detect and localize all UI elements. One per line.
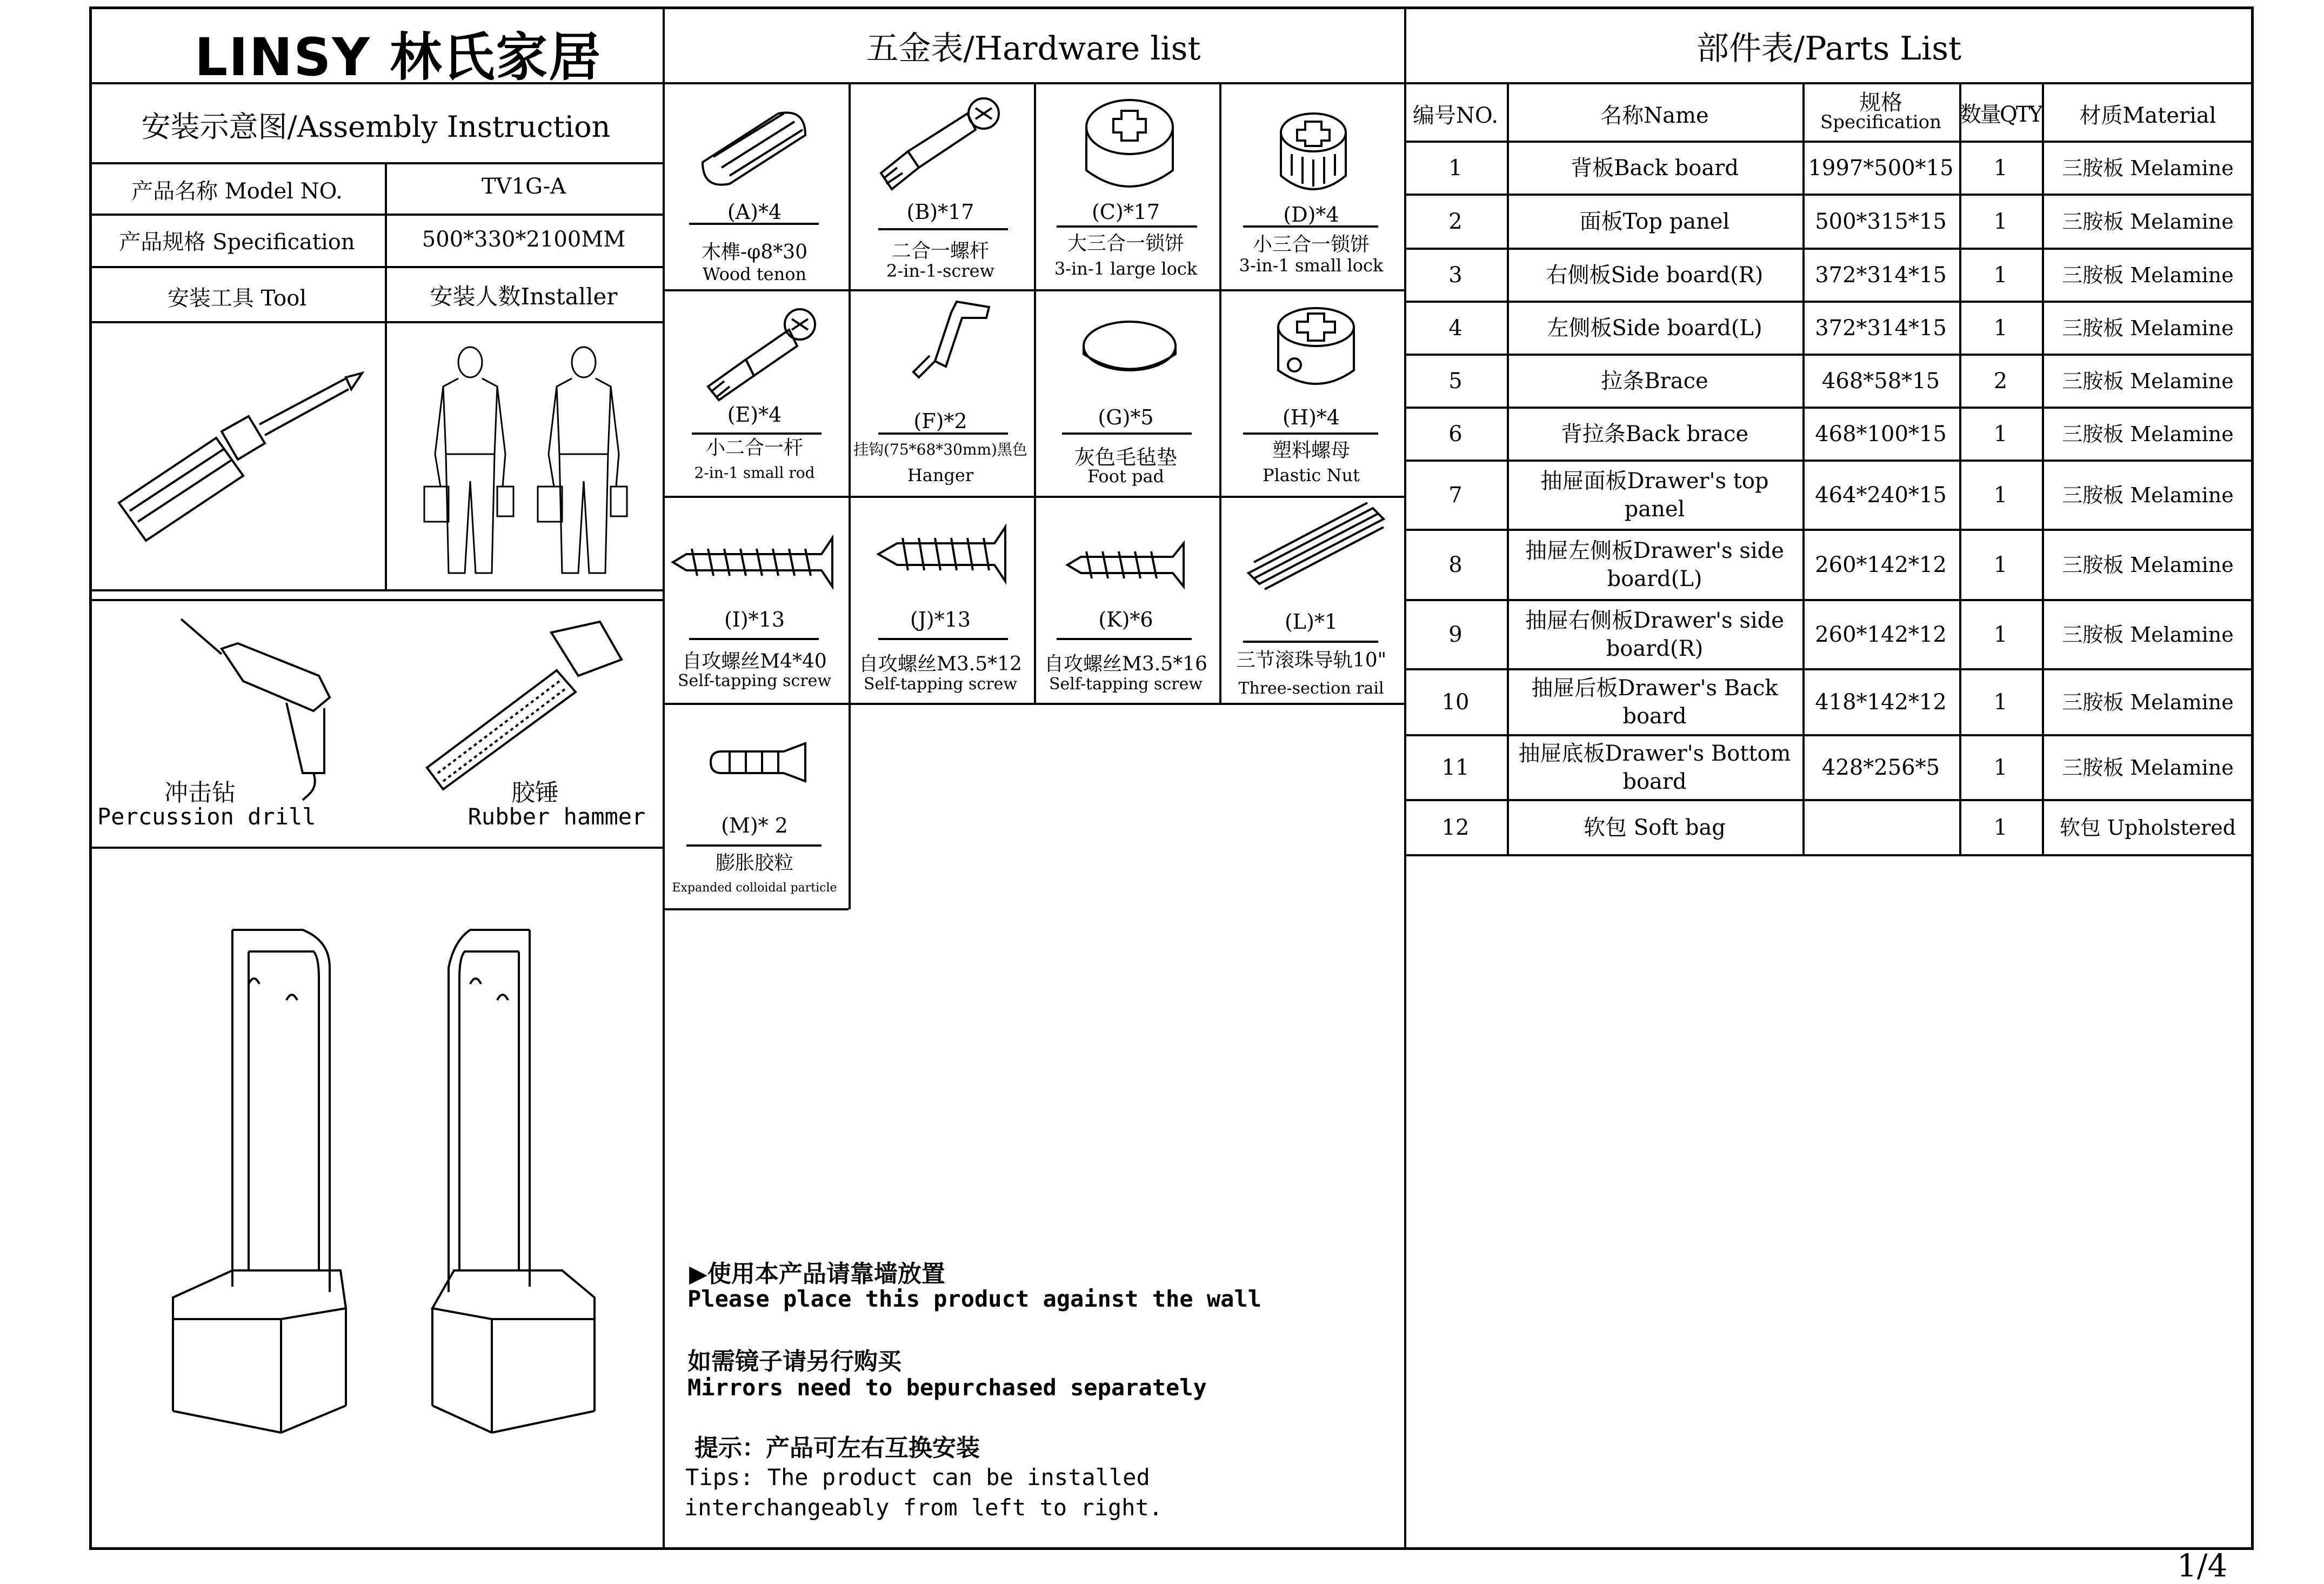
hardware-en-g: Foot pad: [1087, 466, 1165, 487]
hardware-code-m: (M)* 2: [721, 814, 788, 837]
hardware-en-a: Wood tenon: [702, 264, 807, 284]
hardware-cn-k: 自攻螺丝M3.5*16: [1044, 653, 1207, 675]
hardware-en-d: 3-in-1 small lock: [1239, 255, 1384, 276]
hardware-en-e: 2-in-1 small rod: [694, 464, 815, 482]
parts-cell-spec: 372*314*15: [1815, 263, 1947, 288]
parts-cell-name: 抽屉右侧板Drawer's side board(R): [1525, 608, 1784, 661]
hardware-cn-l: 三节滚珠导轨10": [1236, 649, 1387, 671]
hardware-code-c: (C)*17: [1091, 200, 1160, 224]
divider: [89, 847, 663, 849]
assembly-instruction-title: 安装示意图/Assembly Instruction: [141, 110, 611, 144]
parts-cell-qty: 1: [1993, 690, 2008, 715]
parts-cell-spec: 468*58*15: [1821, 369, 1940, 394]
parts-cell-qty: 1: [1993, 622, 2008, 647]
expanded-particle-icon: [703, 738, 811, 787]
drill-label-cn: 冲击钻: [164, 779, 236, 807]
plastic-nut-icon: [1275, 305, 1357, 397]
hardware-cn-i: 自攻螺丝M4*40: [682, 650, 827, 673]
divider: [686, 844, 822, 847]
parts-header-qty: 数量QTY: [1960, 102, 2041, 127]
parts-cell-material: 三胺板 Melamine: [2062, 369, 2234, 393]
hardware-en-j: Self-tapping screw: [863, 675, 1018, 694]
parts-cell-material: 三胺板 Melamine: [2062, 553, 2234, 577]
parts-cell-material: 三胺板 Melamine: [2062, 483, 2234, 507]
divider: [1057, 638, 1192, 640]
hardware-code-g: (G)*5: [1098, 405, 1154, 429]
tool-label: 安装工具 Tool: [167, 286, 307, 311]
hardware-code-e: (E)*4: [727, 403, 782, 427]
hardware-code-h: (H)*4: [1283, 405, 1340, 429]
hardware-en-b: 2-in-1-screw: [886, 261, 994, 281]
divider: [89, 321, 663, 323]
parts-cell-qty: 1: [1993, 263, 2008, 288]
parts-header-material: 材质Material: [2079, 103, 2216, 128]
parts-cell-name: 抽屉后板Drawer's Back board: [1531, 676, 1778, 729]
hammer-label-en: Rubber hammer: [468, 803, 646, 830]
note-wall-cn: ▶使用本产品请靠墙放置: [689, 1260, 945, 1288]
hardware-cn-h: 塑料螺母: [1272, 440, 1350, 462]
parts-cell-spec: 260*142*12: [1815, 622, 1947, 647]
parts-cell-name: 抽屉底板Drawer's Bottom board: [1518, 741, 1791, 794]
parts-cell-material: 三胺板 Melamine: [2062, 623, 2234, 647]
person-icon: [422, 346, 519, 578]
divider: [1243, 641, 1378, 643]
rubber-hammer-icon: [422, 616, 638, 800]
drawer-rail-icon: [1243, 503, 1389, 595]
divider: [1057, 225, 1197, 228]
screw-m35-12-icon: [876, 522, 1011, 587]
parts-cell-qty: 1: [1993, 755, 2008, 780]
hardware-list-title: 五金表/Hardware list: [866, 30, 1201, 68]
parts-cell-material: 软包 Upholstered: [2059, 816, 2236, 840]
parts-cell-material: 三胺板 Melamine: [2062, 263, 2234, 287]
product-drawing-right: [422, 919, 627, 1438]
parts-cell-name: 抽屉左侧板Drawer's side board(L): [1525, 538, 1784, 591]
parts-cell-material: 三胺板 Melamine: [2062, 756, 2234, 780]
page-number: 1/4: [2177, 1547, 2228, 1584]
parts-cell-name: 面板Top panel: [1579, 209, 1730, 234]
drill-label-en: Percussion drill: [97, 803, 316, 830]
hammer-label-cn: 胶锤: [511, 779, 559, 807]
wood-tenon-icon: [692, 103, 816, 200]
product-drawing-left: [168, 919, 373, 1438]
hardware-code-d: (D)*4: [1283, 203, 1339, 227]
parts-header-no: 编号NO.: [1412, 103, 1499, 128]
parts-cell-qty: 1: [1993, 156, 2008, 181]
divider: [663, 496, 1404, 498]
foot-pad-icon: [1081, 319, 1178, 384]
parts-cell-qty: 1: [1993, 316, 2008, 341]
divider: [1243, 432, 1378, 435]
divider: [878, 228, 1008, 230]
hardware-cn-b: 二合一螺杆: [891, 240, 989, 262]
hardware-en-c: 3-in-1 large lock: [1054, 258, 1198, 279]
hardware-en-l: Three-section rail: [1238, 679, 1384, 698]
divider: [878, 638, 1008, 640]
parts-cell-no: 8: [1448, 553, 1462, 577]
spec-label: 产品规格 Specification: [119, 230, 355, 255]
hardware-code-k: (K)*6: [1098, 608, 1153, 631]
note-wall-en: Please place this product against the wall: [687, 1286, 1262, 1312]
parts-cell-qty: 1: [1993, 209, 2008, 234]
hardware-code-a: (A)*4: [727, 200, 782, 224]
divider: [663, 289, 1404, 291]
parts-cell-no: 4: [1448, 316, 1462, 341]
parts-cell-spec: 372*314*15: [1815, 316, 1947, 341]
hardware-cn-j: 自攻螺丝M3.5*12: [859, 653, 1022, 675]
spec-value: 500*330*2100MM: [422, 227, 626, 252]
parts-list-title: 部件表/Parts List: [1696, 30, 1962, 68]
percussion-drill-icon: [178, 616, 362, 800]
hardware-code-j: (J)*13: [910, 608, 971, 631]
parts-cell-spec: [1802, 800, 1959, 855]
parts-cell-spec: 464*240*15: [1815, 483, 1947, 508]
parts-cell-name: 背板Back board: [1571, 156, 1739, 181]
small-rod-icon: [697, 300, 822, 408]
screwdriver-icon: [108, 368, 368, 562]
small-cam-lock-icon: [1275, 111, 1351, 203]
hardware-cn-m: 膨胀胶粒: [715, 852, 793, 874]
parts-cell-spec: 418*142*12: [1815, 690, 1947, 715]
note-tips-cn: 提示：产品可左右互换安装: [694, 1434, 980, 1462]
hanger-hook-icon: [897, 296, 1000, 388]
parts-cell-no: 12: [1441, 815, 1470, 840]
parts-cell-name: 抽屉面板Drawer's top panel: [1540, 469, 1769, 522]
parts-cell-spec: 260*142*12: [1815, 553, 1947, 577]
note-mirror-en: Mirrors need to bepurchased separately: [687, 1374, 1207, 1401]
hardware-cn-d: 小三合一锁饼: [1252, 234, 1370, 256]
hardware-en-m: Expanded colloidal particle: [672, 881, 837, 895]
parts-cell-spec: 468*100*15: [1815, 422, 1947, 447]
model-value: TV1G-A: [481, 174, 566, 199]
parts-cell-name: 软包 Soft bag: [1584, 815, 1726, 840]
parts-cell-spec: 428*256*5: [1821, 755, 1940, 780]
divider: [1062, 432, 1192, 435]
hardware-code-i: (I)*13: [724, 608, 785, 631]
parts-cell-qty: 1: [1993, 483, 2008, 508]
hardware-code-f: (F)*2: [913, 409, 967, 433]
divider: [89, 266, 663, 268]
parts-cell-no: 9: [1448, 622, 1462, 647]
parts-cell-material: 三胺板 Melamine: [2062, 422, 2234, 446]
screw-m35-16-icon: [1065, 535, 1194, 595]
parts-header-spec-cn: 规格: [1859, 90, 1902, 115]
hardware-cn-g: 灰色毛毡垫: [1074, 445, 1177, 469]
hardware-cn-a: 木榫-φ8*30: [701, 241, 808, 263]
parts-cell-no: 3: [1448, 263, 1462, 288]
parts-cell-qty: 1: [1993, 815, 2008, 840]
parts-cell-name: 右侧板Side board(R): [1546, 263, 1764, 288]
parts-cell-spec: 1997*500*15: [1808, 156, 1954, 181]
hardware-en-f: Hanger: [907, 465, 974, 485]
two-in-one-screw-icon: [876, 92, 1005, 200]
parts-cell-name: 拉条Brace: [1601, 369, 1708, 394]
parts-cell-qty: 1: [1993, 553, 2008, 577]
divider: [663, 703, 1404, 705]
divider: [89, 162, 663, 164]
parts-cell-spec: 500*315*15: [1815, 209, 1947, 234]
parts-cell-no: 10: [1441, 690, 1470, 715]
hardware-en-h: Plastic Nut: [1263, 465, 1360, 485]
parts-cell-name: 左侧板Side board(L): [1547, 316, 1762, 341]
divider: [89, 589, 663, 591]
parts-cell-no: 5: [1448, 369, 1462, 394]
parts-cell-material: 三胺板 Melamine: [2062, 156, 2234, 180]
parts-header-name: 名称Name: [1600, 103, 1709, 128]
parts-cell-no: 1: [1448, 156, 1462, 181]
brand-logo: LINSY 林氏家居: [195, 27, 602, 88]
hardware-cn-f: 挂钩(75*68*30mm)黑色: [853, 441, 1027, 458]
note-tips-en-1: Tips: The product can be installed: [685, 1464, 1150, 1490]
installer-label: 安装人数Installer: [430, 283, 618, 310]
hardware-cn-c: 大三合一锁饼: [1067, 232, 1184, 255]
parts-cell-no: 6: [1448, 422, 1462, 447]
person-icon: [535, 346, 632, 578]
hardware-en-i: Self-tapping screw: [677, 671, 832, 690]
divider: [89, 214, 663, 216]
divider: [89, 599, 663, 601]
parts-cell-no: 7: [1448, 483, 1462, 508]
parts-cell-name: 背拉条Back brace: [1560, 422, 1749, 447]
divider: [689, 638, 819, 640]
screw-m4-icon: [670, 533, 838, 592]
large-cam-lock-icon: [1081, 95, 1178, 203]
parts-cell-qty: 2: [1993, 369, 2008, 394]
note-mirror-cn: 如需镜子请另行购买: [687, 1348, 901, 1375]
parts-header-spec-en: Specification: [1820, 111, 1941, 133]
hardware-code-l: (L)*1: [1284, 610, 1338, 634]
parts-cell-material: 三胺板 Melamine: [2062, 210, 2234, 234]
model-label: 产品名称 Model NO.: [131, 179, 343, 204]
hardware-code-b: (B)*17: [906, 200, 974, 224]
hardware-en-k: Self-tapping screw: [1049, 675, 1203, 694]
hardware-cn-e: 小二合一杆: [705, 437, 803, 459]
parts-cell-no: 2: [1448, 209, 1462, 234]
note-tips-en-2: interchangeably from left to right.: [684, 1494, 1163, 1521]
parts-cell-no: 11: [1441, 755, 1470, 780]
divider: [663, 908, 849, 910]
parts-cell-qty: 1: [1993, 422, 2008, 447]
divider: [385, 162, 387, 589]
parts-cell-material: 三胺板 Melamine: [2062, 316, 2234, 340]
parts-cell-material: 三胺板 Melamine: [2062, 690, 2234, 714]
